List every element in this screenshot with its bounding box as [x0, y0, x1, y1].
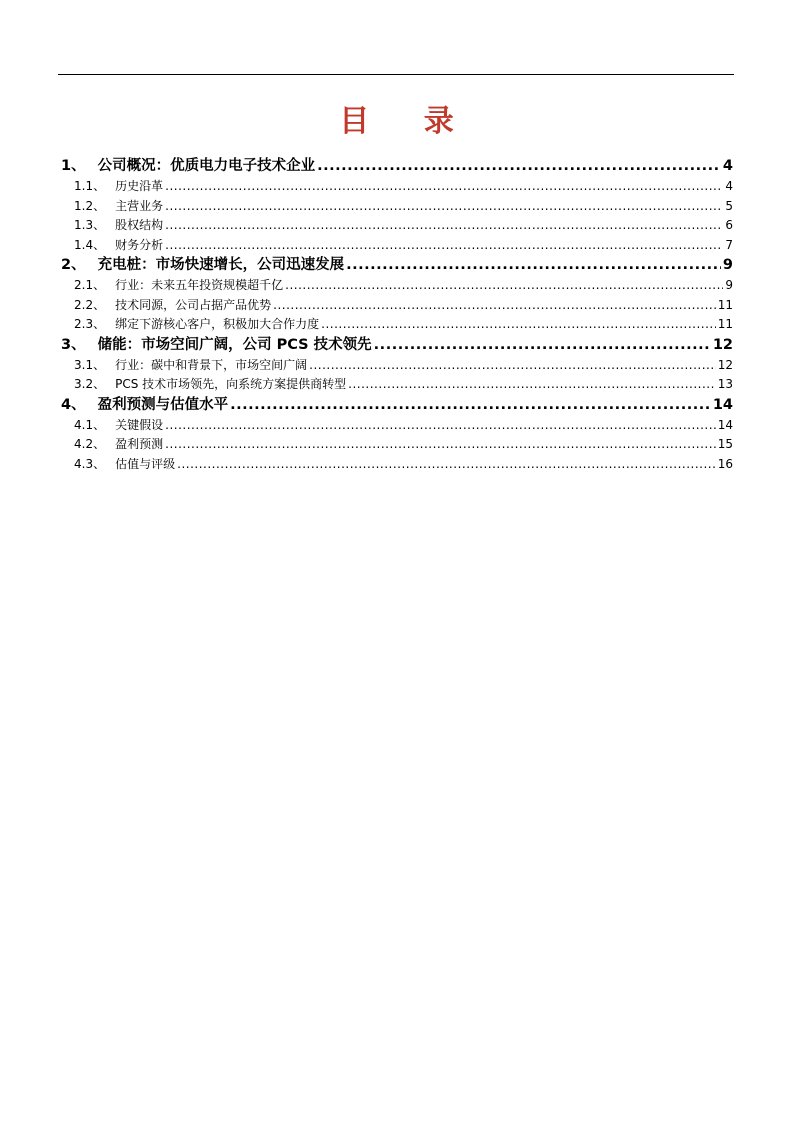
toc-entry-page: 15 — [717, 437, 733, 451]
toc-subsection-entry[interactable] — [61, 197, 733, 217]
toc-entry-separator: 、 — [93, 357, 106, 372]
toc-dot-leader — [374, 335, 711, 356]
toc-entry-title: 盈利预测与估值水平 — [97, 396, 229, 413]
toc-section-entry[interactable] — [61, 335, 733, 356]
toc-entry-separator: 、 — [93, 317, 106, 331]
toc-entry-page: 14 — [717, 417, 733, 432]
toc-entry-page: 12 — [717, 357, 733, 372]
toc-entry-title: 盈利预测 — [115, 437, 164, 451]
toc-section-entry[interactable] — [61, 255, 733, 276]
toc-entry-title: 充电桩：市场快速增长，公司迅速发展 — [97, 257, 345, 273]
toc-entry-number: 3.2 — [74, 377, 94, 391]
toc-entry-title: 主营业务 — [115, 198, 164, 213]
toc-entry-title: 技术同源，公司占据产品优势 — [115, 297, 272, 312]
table-of-contents — [61, 156, 733, 474]
toc-entry-separator: 、 — [93, 179, 106, 193]
toc-entry-page: 13 — [717, 377, 733, 391]
toc-entry-title: 公司概况：优质电力电子技术企业 — [97, 158, 316, 174]
toc-entry-number: 1.4 — [74, 237, 94, 252]
toc-subsection-entry[interactable] — [61, 276, 733, 296]
toc-entry-title: 历史沿革 — [115, 179, 164, 193]
toc-entry-number: 1.1 — [74, 179, 94, 193]
toc-entry-page: 14 — [712, 396, 733, 413]
toc-dot-leader — [165, 216, 723, 236]
toc-subsection-entry[interactable] — [61, 216, 733, 236]
toc-entry-page: 7 — [725, 237, 733, 252]
toc-entry-title: 估值与评级 — [115, 456, 176, 471]
toc-entry-number: 2.2 — [74, 297, 94, 312]
toc-entry-separator: 、 — [93, 377, 106, 391]
toc-dot-leader — [285, 276, 723, 296]
toc-section-entry[interactable] — [61, 395, 733, 416]
toc-subsection-entry[interactable] — [61, 435, 733, 455]
toc-dot-leader — [165, 435, 716, 455]
toc-entry-number: 3 — [61, 336, 72, 353]
toc-subsection-entry[interactable] — [61, 375, 733, 395]
toc-dot-leader — [317, 156, 721, 177]
toc-dot-leader — [177, 455, 716, 475]
toc-entry-separator: 、 — [71, 158, 86, 174]
toc-entry-page: 16 — [717, 456, 733, 471]
toc-entry-separator: 、 — [93, 278, 106, 292]
toc-entry-separator: 、 — [93, 297, 106, 312]
toc-dot-leader — [230, 395, 711, 416]
toc-dot-leader — [165, 177, 723, 197]
toc-entry-separator: 、 — [93, 218, 106, 232]
toc-entry-number: 4.3 — [74, 456, 94, 471]
toc-entry-page: 9 — [722, 257, 733, 273]
toc-entry-separator: 、 — [93, 237, 106, 252]
toc-dot-leader — [346, 255, 721, 276]
toc-subsection-entry[interactable] — [61, 416, 733, 436]
toc-dot-leader — [321, 315, 716, 335]
toc-dot-leader — [309, 356, 716, 376]
toc-entry-page: 5 — [725, 198, 733, 213]
toc-entry-separator: 、 — [93, 198, 106, 213]
toc-entry-page: 11 — [717, 297, 733, 312]
toc-entry-separator: 、 — [71, 257, 86, 273]
toc-entry-title: 关键假设 — [115, 417, 164, 432]
toc-subsection-entry[interactable] — [61, 455, 733, 475]
toc-entry-title: 行业：碳中和背景下，市场空间广阔 — [115, 357, 308, 372]
toc-entry-title: 股权结构 — [115, 218, 164, 232]
toc-subsection-entry[interactable] — [61, 236, 733, 256]
toc-entry-separator: 、 — [71, 396, 86, 413]
toc-entry-separator: 、 — [93, 417, 106, 432]
toc-entry-separator: 、 — [71, 336, 86, 353]
toc-subsection-entry[interactable] — [61, 356, 733, 376]
toc-subsection-entry[interactable] — [61, 315, 733, 335]
toc-entry-page: 11 — [717, 317, 733, 331]
toc-subsection-entry[interactable] — [61, 177, 733, 197]
toc-entry-number: 3.1 — [74, 357, 94, 372]
toc-entry-number: 4.2 — [74, 437, 94, 451]
toc-entry-number: 2.3 — [74, 317, 94, 331]
toc-entry-number: 1.3 — [74, 218, 94, 232]
toc-dot-leader — [165, 416, 716, 436]
toc-entry-page: 4 — [722, 158, 733, 174]
toc-entry-title: PCS 技术市场领先，向系统方案提供商转型 — [115, 377, 347, 391]
toc-entry-number: 2.1 — [74, 278, 94, 292]
header-rule — [58, 74, 734, 75]
toc-dot-leader — [165, 197, 723, 217]
toc-entry-title: 财务分析 — [115, 237, 164, 252]
toc-entry-number: 1 — [61, 158, 72, 174]
toc-entry-title: 行业：未来五年投资规模超千亿 — [115, 278, 284, 292]
toc-entry-page: 12 — [712, 336, 733, 353]
toc-subsection-entry[interactable] — [61, 296, 733, 316]
toc-entry-page: 6 — [725, 218, 733, 232]
toc-entry-separator: 、 — [93, 456, 106, 471]
toc-section-entry[interactable] — [61, 156, 733, 177]
toc-dot-leader — [165, 236, 723, 256]
toc-entry-number: 4 — [61, 396, 72, 413]
toc-entry-number: 4.1 — [74, 417, 94, 432]
toc-dot-leader — [273, 296, 716, 316]
toc-entry-page: 9 — [725, 278, 733, 292]
toc-title: 目 录 — [339, 104, 476, 139]
toc-dot-leader — [348, 375, 716, 395]
toc-entry-title: 绑定下游核心客户，积极加大合作力度 — [115, 317, 320, 331]
toc-entry-separator: 、 — [93, 437, 106, 451]
toc-entry-page: 4 — [725, 179, 733, 193]
toc-entry-number: 1.2 — [74, 198, 94, 213]
toc-entry-title: 储能：市场空间广阔，公司 PCS 技术领先 — [97, 336, 372, 353]
toc-entry-number: 2 — [61, 257, 72, 273]
